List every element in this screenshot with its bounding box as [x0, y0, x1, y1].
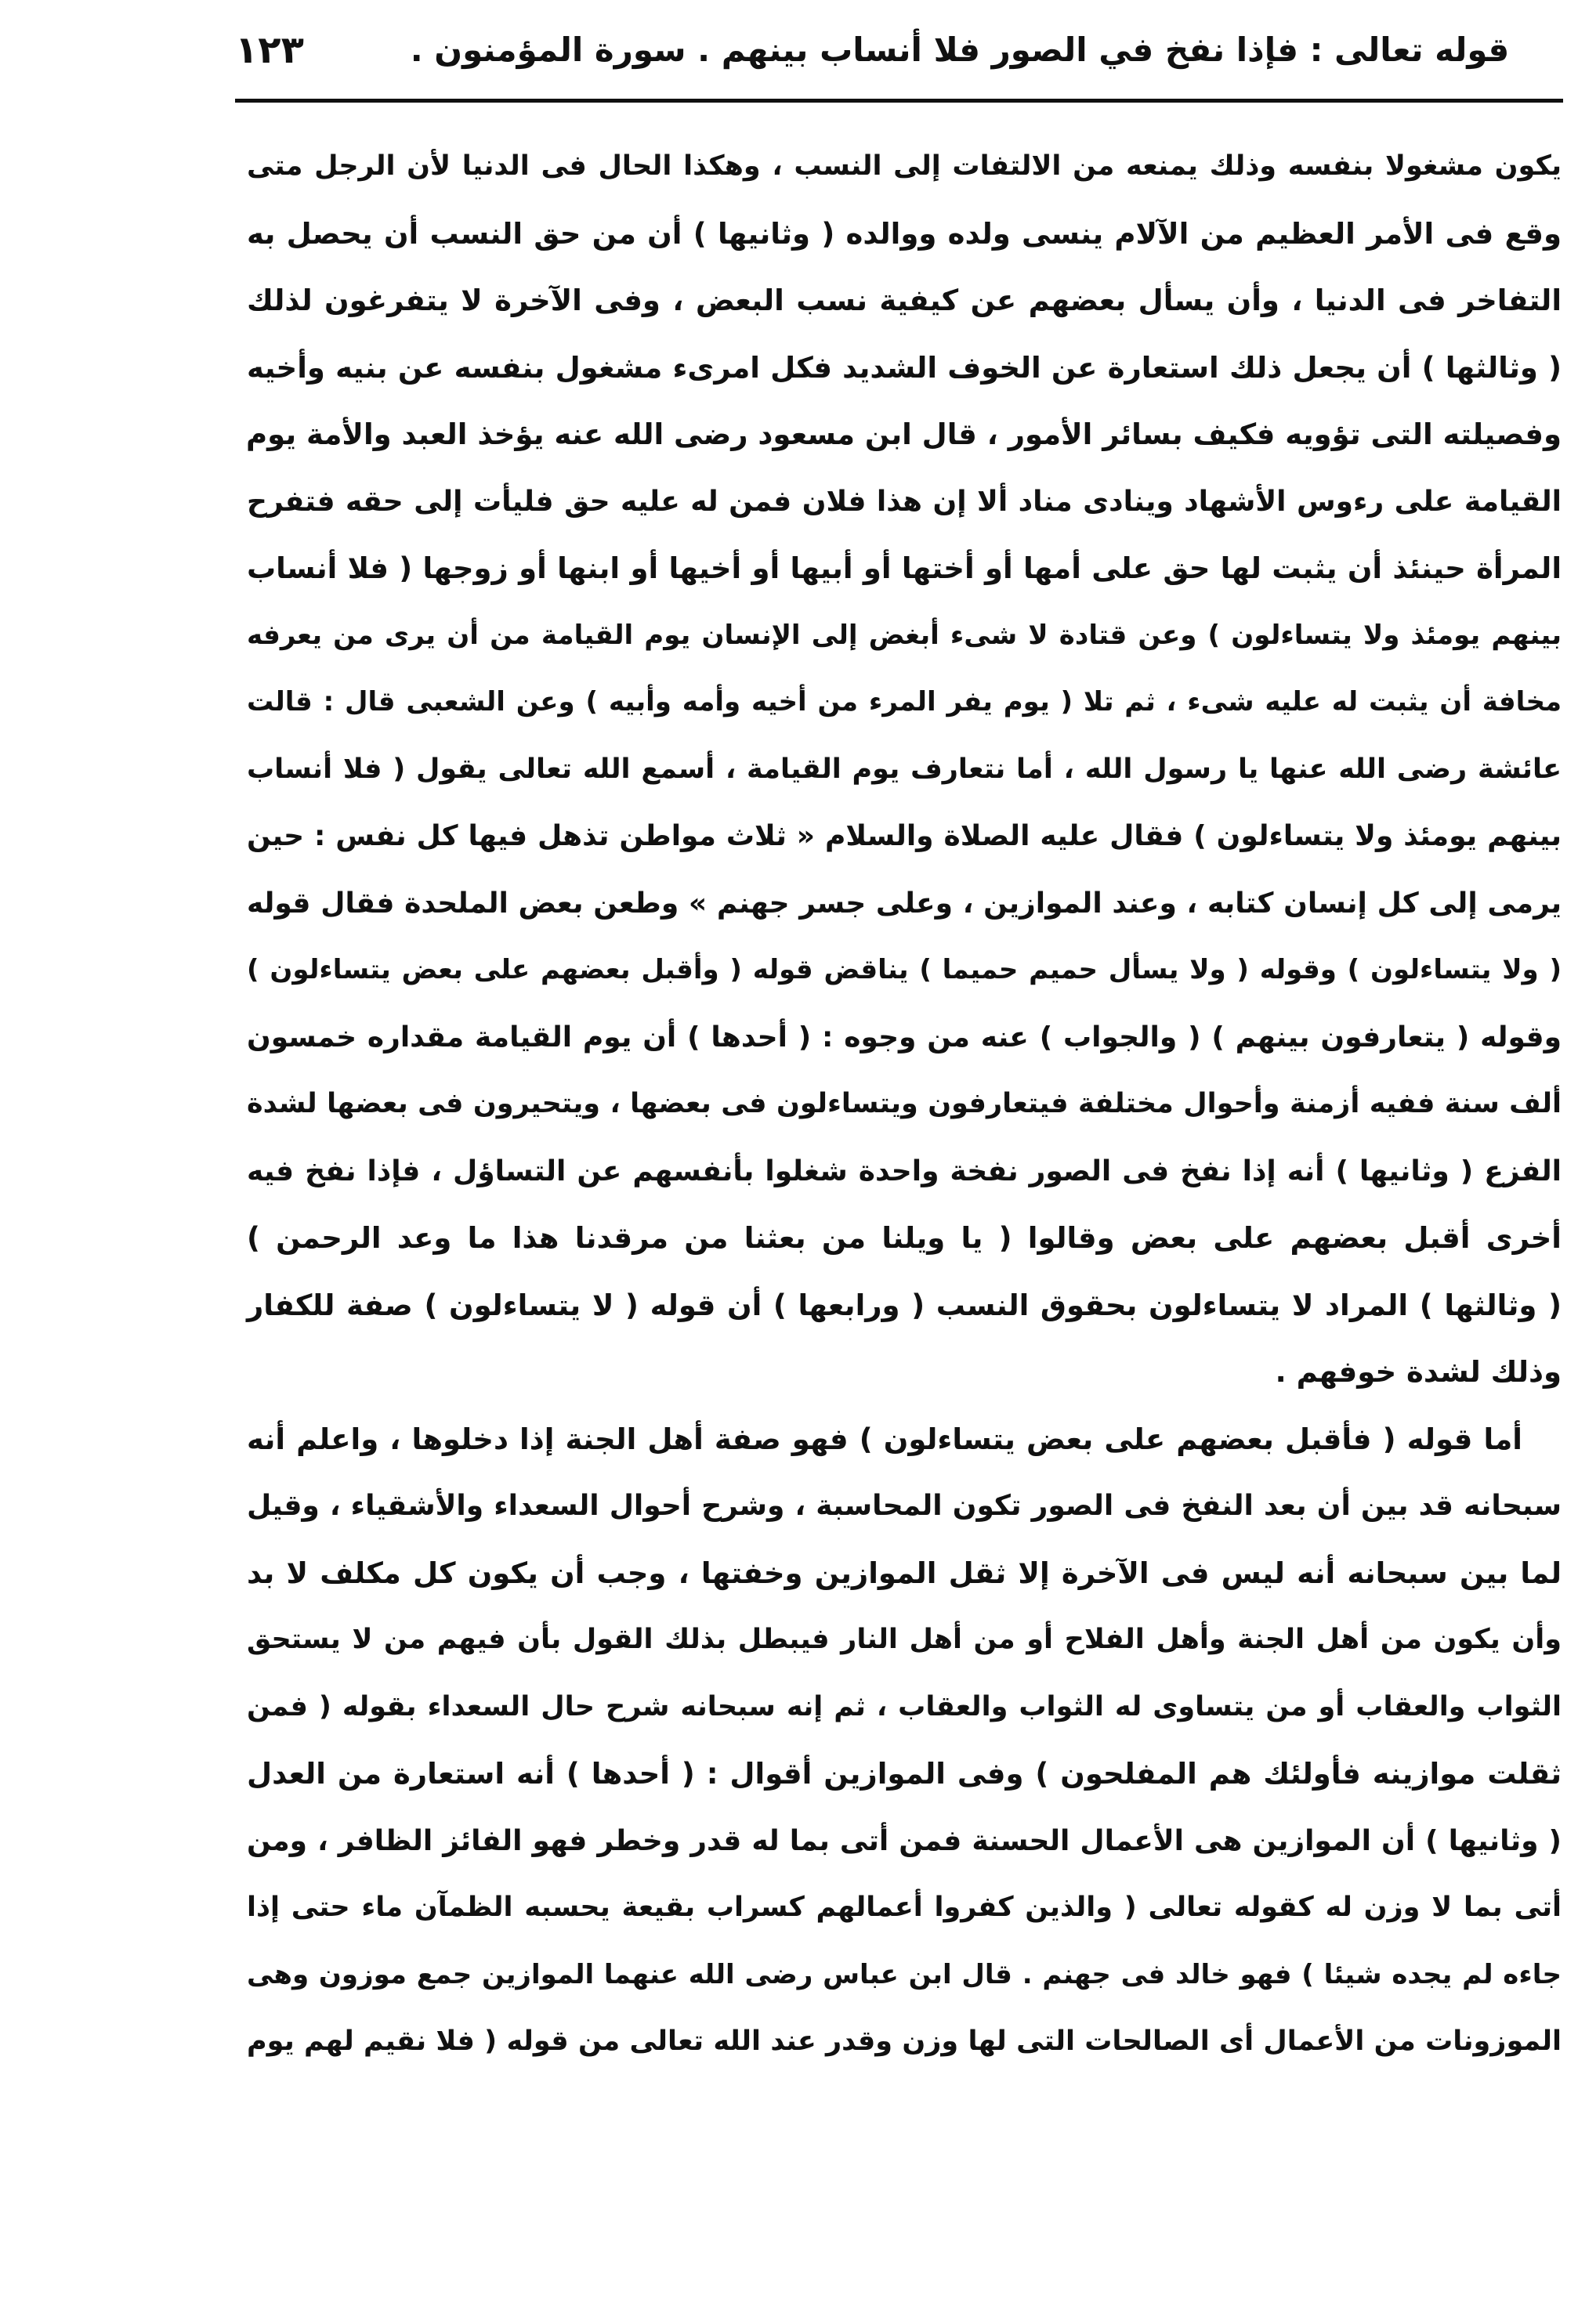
text-line: أتى بما لا وزن له كقوله تعالى ( والذين كفروا أعمالهم كسراب بقيعة يحسبه الظمآن ماء حتى إذا	[247, 1892, 1562, 1923]
text-line: وقع فى الأمر العظيم من الآلام ينسى ولده ووالده ( وثانيها ) أن من حق النسب أن يحصل به	[247, 216, 1562, 251]
text-line: وأن يكون من أهل الجنة وأهل الفلاح أو من أهل النار فيبطل بذلك القول بأن فيهم من لا يستحق	[247, 1624, 1562, 1655]
text-line: الموزونات من الأعمال أى الصالحات التى لها وزن وقدر عند الله تعالى من قوله ( فلا نقيم لهم يوم	[247, 2026, 1562, 2057]
header-rule	[235, 99, 1563, 103]
text-line: يرمى إلى كل إنسان كتابه ، وعند الموازين ، وعلى جسر جهنم » وطعن بعض الملحدة فقال قوله	[247, 887, 1562, 920]
text-line: عائشة رضى الله عنها يا رسول الله ، أما نتعارف يوم القيامة ، أسمع الله تعالى يقول ( فلا أنساب	[247, 753, 1562, 785]
page-header	[235, 16, 1567, 94]
body-text	[247, 133, 1562, 2076]
text-line: لما بين سبحانه أنه ليس فى الآخرة إلا ثقل الموازين وخفتها ، وجب أن يكون كل مكلف لا بد	[247, 1556, 1562, 1590]
text-line: بينهم يومئذ ولا يتساءلون ) وعن قتادة لا شىء أبغض إلى الإنسان يوم القيامة من أن يرى من يعرفه	[247, 619, 1562, 651]
text-line: وقوله ( يتعارفون بينهم ) ( والجواب ) عنه من وجوه : ( أحدها ) أن يوم القيامة مقداره خمسون	[247, 1021, 1562, 1054]
text-line: بينهم يومئذ ولا يتساءلون ) فقال عليه الصلاة والسلام « ثلاث مواطن تذهل فيها كل نفس : حين	[247, 820, 1562, 852]
page-number: ١٢٣	[235, 28, 304, 72]
text-line: جاءه لم يجده شيئا ) فهو خالد فى جهنم . قال ابن عباس رضى الله عنهما الموازين جمع موزون وهى	[247, 1958, 1562, 1990]
text-line: أما قوله ( فأقبل بعضهم على بعض يتساءلون ) فهو صفة أهل الجنة إذا دخلوها ، واعلم أنه	[247, 1422, 1522, 1456]
running-title: قوله تعالى : فإذا نفخ في الصور فلا أنساب بينهم . سورة المؤمنون .	[410, 31, 1510, 69]
text-line: القيامة على رءوس الأشهاد وينادى مناد ألا إن هذا فلان فمن له عليه حق فليأت إلى حقه فتفرح	[247, 485, 1562, 518]
text-line: وفصيلته التى تؤويه فكيف بسائر الأمور ، قال ابن مسعود رضى الله عنه يؤخذ العبد والأمة يوم	[245, 417, 1562, 451]
text-line: ( ولا يتساءلون ) وقوله ( ولا يسأل حميم حميما ) يناقض قوله ( وأقبل بعضهم على بعض يتساءلون )	[247, 954, 1562, 985]
text-line: وذلك لشدة خوفهم .	[1275, 1355, 1562, 1389]
text-line: مخافة أن يثبت له عليه شىء ، ثم تلا ( يوم يفر المرء من أخيه وأمه وأبيه ) وعن الشعبى قال : قالت	[247, 686, 1562, 717]
text-line: ألف سنة ففيه أزمنة وأحوال مختلفة فيتعارفون ويتساءلون فى بعضها ، ويتحيرون فى بعضها لشدة	[247, 1088, 1562, 1119]
text-line: أخرى أقبل بعضهم على بعض وقالوا ( يا ويلنا من بعثنا من مرقدنا هذا ما وعد الرحمن )	[247, 1221, 1562, 1255]
text-line: ( وثالثها ) المراد لا يتساءلون بحقوق النسب ( ورابعها ) أن قوله ( لا يتساءلون ) صفة للكفار	[247, 1288, 1562, 1322]
text-line: ( وثانيها ) أن الموازين هى الأعمال الحسنة فمن أتى بما له قدر وخطر فهو الفائز الظافر ، ومن	[247, 1824, 1562, 1857]
text-line: سبحانه قد بين أن بعد النفخ فى الصور تكون المحاسبة ، وشرح أحوال السعداء والأشقياء ، وقيل	[247, 1490, 1562, 1522]
text-line: الثواب والعقاب أو من يتساوى له الثواب والعقاب ، ثم إنه سبحانه شرح حال السعداء بقوله ( فمن	[247, 1690, 1562, 1722]
text-line: ( وثالثها ) أن يجعل ذلك استعارة عن الخوف الشديد فكل امرىء مشغول بنفسه عن بنيه وأخيه	[247, 350, 1562, 385]
text-line: ثقلت موازينه فأولئك هم المفلحون ) وفى الموازين أقوال : ( أحدها ) أنه استعارة من العدل	[247, 1757, 1562, 1791]
text-line: الفزع ( وثانيها ) أنه إذا نفخ فى الصور نفخة واحدة شغلوا بأنفسهم عن التساؤل ، فإذا نفخ فيه	[247, 1155, 1562, 1187]
text-line: المرأة حينئذ أن يثبت لها حق على أمها أو أختها أو أبيها أو أخيها أو ابنها أو زوجها ( فلا أنساب	[247, 551, 1562, 585]
text-line: التفاخر فى الدنيا ، وأن يسأل بعضهم عن كيفية نسب البعض ، وفى الآخرة لا يتفرغون لذلك	[247, 284, 1562, 317]
text-line: يكون مشغولا بنفسه وذلك يمنعه من الالتفات إلى النسب ، وهكذا الحال فى الدنيا لأن الرجل متى	[247, 150, 1562, 182]
